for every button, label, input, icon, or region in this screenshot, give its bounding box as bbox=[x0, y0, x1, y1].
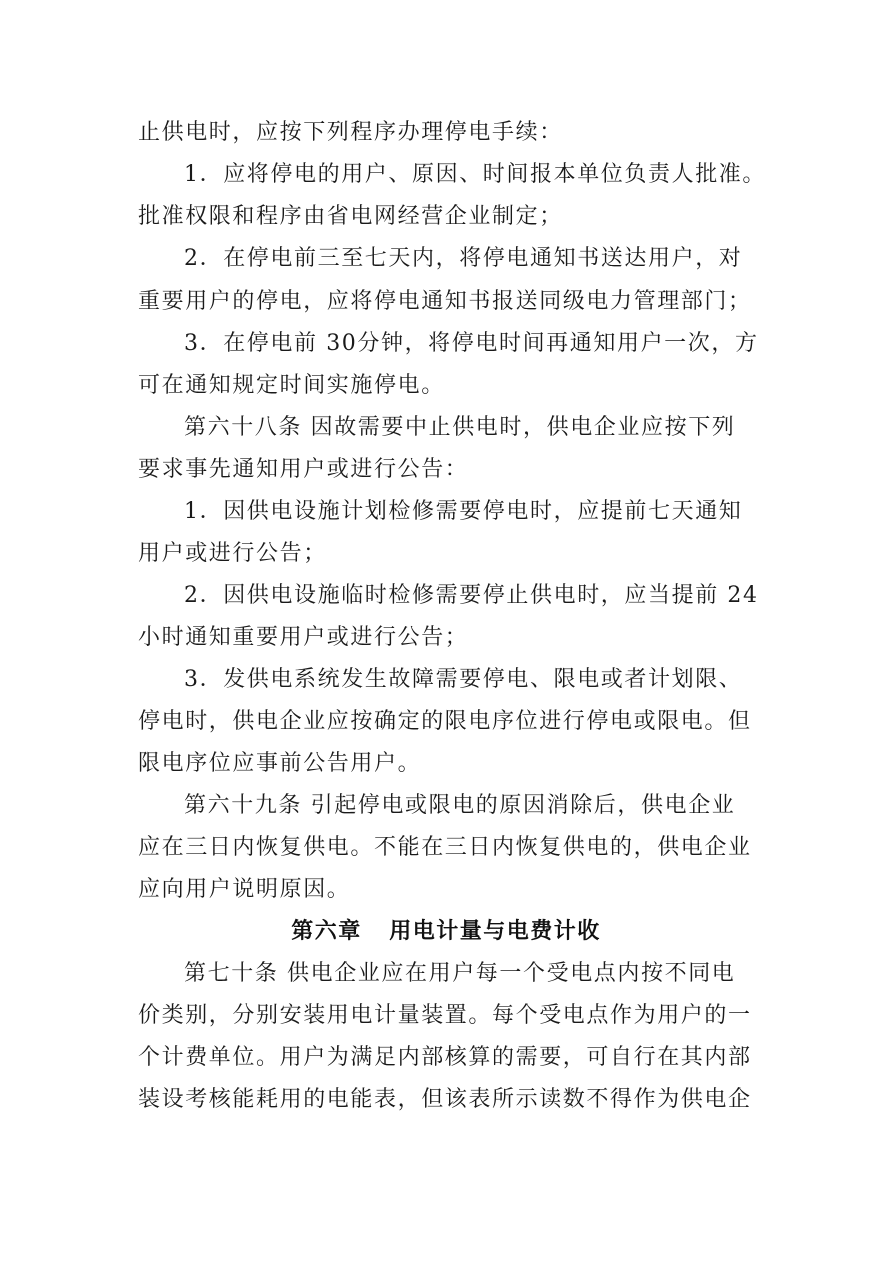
text-line: 应在三日内恢复供电。不能在三日内恢复供电的，供电企业 bbox=[138, 835, 752, 860]
text-line: 1．应将停电的用户、原因、时间报本单位负责人批准。 bbox=[184, 162, 766, 187]
text-line: 价类别，分别安装用电计量装置。每个受电点作为用户的一 bbox=[138, 1003, 752, 1028]
text-line: 止供电时，应按下列程序办理停电手续： bbox=[138, 120, 563, 145]
text-line: 3．在停电前 30分钟，将停电时间再通知用户一次，方 bbox=[184, 331, 759, 356]
text-line: 小时通知重要用户或进行公告； bbox=[138, 625, 469, 650]
text-line: 可在通知规定时间实施停电。 bbox=[138, 373, 445, 398]
text-line: 1．因供电设施计划检修需要停电时，应提前七天通知 bbox=[184, 499, 743, 524]
text-line: 要求事先通知用户或进行公告： bbox=[138, 457, 469, 482]
text-line: 应向用户说明原因。 bbox=[138, 877, 351, 902]
text-line: 2．在停电前三至七天内，将停电通知书送达用户，对 bbox=[184, 246, 743, 271]
text-line: 3．发供电系统发生故障需要停电、限电或者计划限、 bbox=[184, 667, 743, 692]
text-line: 批准权限和程序由省电网经营企业制定； bbox=[138, 204, 563, 229]
text-line: 个计费单位。用户为满足内部核算的需要，可自行在其内部 bbox=[138, 1045, 752, 1070]
article-70-heading-line: 第七十条 供电企业应在用户每一个受电点内按不同电 bbox=[184, 961, 736, 986]
article-69-heading-line: 第六十九条 引起停电或限电的原因消除后，供电企业 bbox=[184, 793, 736, 818]
text-line: 重要用户的停电，应将停电通知书报送同级电力管理部门； bbox=[138, 289, 752, 314]
chapter-six-title: 第六章 用电计量与电费计收 bbox=[291, 919, 601, 944]
article-68-heading-line: 第六十八条 因故需要中止供电时，供电企业应按下列 bbox=[184, 415, 736, 440]
text-line: 2．因供电设施临时检修需要停止供电时，应当提前 24 bbox=[184, 583, 759, 608]
text-line: 停电时，供电企业应按确定的限电序位进行停电或限电。但 bbox=[138, 709, 752, 734]
text-line: 用户或进行公告； bbox=[138, 541, 327, 566]
text-line: 装设考核能耗用的电能表，但该表所示读数不得作为供电企 bbox=[138, 1087, 752, 1112]
text-line: 限电序位应事前公告用户。 bbox=[138, 751, 422, 776]
